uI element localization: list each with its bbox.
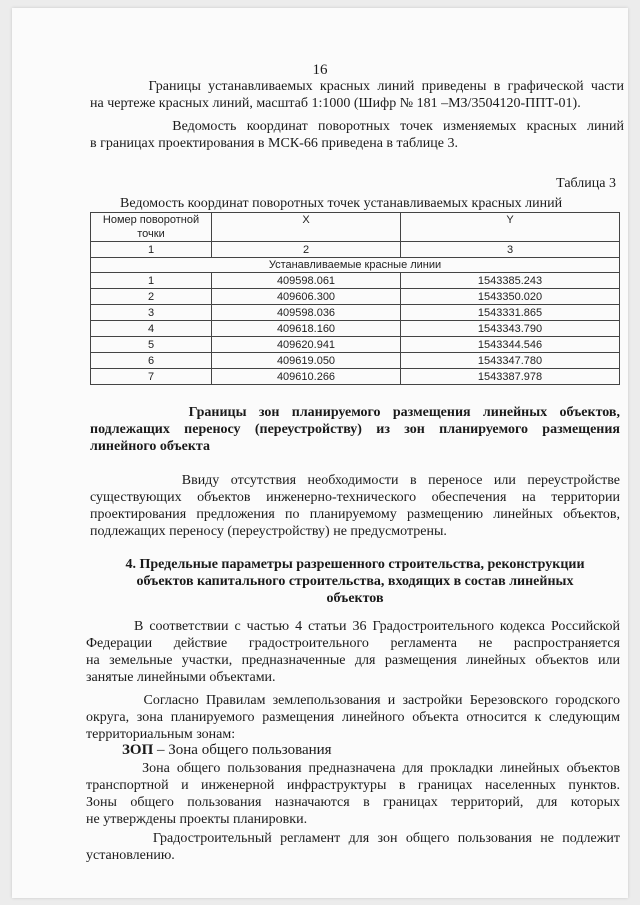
section-heading-relocation-zones <box>90 404 620 455</box>
y-cell: 1543343.790 <box>401 321 620 337</box>
table-row <box>91 369 620 385</box>
heading-line: подлежащих переносу (переустройству) из зон планируемого размещения <box>90 422 620 437</box>
coordinates-table <box>90 212 620 385</box>
text-line: занятые линейными объектами. <box>86 670 276 685</box>
text-line: установлению. <box>86 848 175 863</box>
zone-code: ЗОП <box>122 742 154 758</box>
heading-line: объектов <box>326 591 384 606</box>
table-title: Ведомость координат поворотных точек устанавливаемых красных линий <box>120 196 563 211</box>
zone-name: – Зона общего пользования <box>153 742 332 758</box>
heading-line: объектов капитального строительства, входящих в состав линейных <box>136 574 574 589</box>
text-line: на земельные участки, предназначенные для размещения линейных объектов или <box>86 653 620 668</box>
table-header-row <box>91 213 620 242</box>
point-number-cell: 5 <box>91 337 212 353</box>
table-group-row <box>91 258 620 273</box>
table-row <box>91 305 620 321</box>
paragraph-coordinates-statement <box>90 118 624 152</box>
x-cell: 409620.941 <box>212 337 401 353</box>
text-line: подлежащих переносу (переустройству) не предусмотрены. <box>90 524 447 539</box>
y-cell: 1543344.546 <box>401 337 620 353</box>
text-line: В соответствии с частью 4 статьи 36 Градостроительного кодекса Российской <box>86 619 620 634</box>
point-number-cell: 4 <box>91 321 212 337</box>
point-number-cell: 3 <box>91 305 212 321</box>
table-label: Таблица 3 <box>556 176 616 191</box>
heading-line: 4. Предельные параметры разрешенного строительства, реконструкции <box>125 557 585 572</box>
y-cell: 1543385.243 <box>401 273 620 289</box>
table-row <box>91 321 620 337</box>
text-line: округа, зона планируемого размещения линейного объекта относится к следующим <box>86 710 620 725</box>
y-cell: 1543347.780 <box>401 353 620 369</box>
table-row <box>91 353 620 369</box>
text-line: Согласно Правилам землепользования и застройки Березовского городского <box>86 693 620 708</box>
zone-definition <box>122 742 332 759</box>
table-row <box>91 337 620 353</box>
text-line: Зона общего пользования предназначена для прокладки линейных объектов <box>86 761 620 776</box>
x-cell: 409619.050 <box>212 353 401 369</box>
group-label: Устанавливаемые красные линии <box>91 258 620 273</box>
point-number-cell: 2 <box>91 289 212 305</box>
x-cell: 409598.036 <box>212 305 401 321</box>
table-row <box>91 273 620 289</box>
text-line: Ввиду отсутствия необходимости в переносе или переустройстве <box>90 473 620 488</box>
paragraph-urban-code <box>86 618 620 686</box>
point-number-cell: 6 <box>91 353 212 369</box>
index-cell: 3 <box>401 242 620 258</box>
heading-line: линейного объекта <box>90 439 210 454</box>
text-line: транспортной и инженерной инфраструктуры в границах населенных пунктов. <box>86 778 620 793</box>
y-cell: 1543350.020 <box>401 289 620 305</box>
text-line: проектирования предложения по планируемому размещению линейных объектов, <box>90 507 620 522</box>
text-line: Зоны общего пользования назначаются в границах территорий, для которых <box>86 795 620 810</box>
paragraph-red-lines-boundaries <box>90 78 624 112</box>
header-x: X <box>212 213 401 242</box>
text-line: в границах проектирования в МСК-66 приведена в таблице 3. <box>90 136 458 151</box>
document-page <box>12 8 628 898</box>
index-cell: 1 <box>91 242 212 258</box>
heading-line: Границы зон планируемого размещения линейных объектов, <box>90 405 620 420</box>
x-cell: 409606.300 <box>212 289 401 305</box>
text-line: на чертеже красных линий, масштаб 1:1000 (Шифр № 181 –МЗ/3504120-ППТ-01). <box>90 96 581 111</box>
x-cell: 409618.160 <box>212 321 401 337</box>
table-row <box>91 289 620 305</box>
section-heading-construction-parameters <box>90 556 620 607</box>
paragraph-no-relocation <box>90 472 620 540</box>
text-line: не утверждены проекты планировки. <box>86 812 308 827</box>
text-line: существующих объектов инженерно-технического обеспечения на территории <box>90 490 620 505</box>
text-line: Градостроительный регламент для зон общего пользования не подлежит <box>86 831 620 846</box>
x-cell: 409610.266 <box>212 369 401 385</box>
paragraph-land-use-rules <box>86 692 620 743</box>
header-y: Y <box>401 213 620 242</box>
point-number-cell: 1 <box>91 273 212 289</box>
table-index-row <box>91 242 620 258</box>
y-cell: 1543387.978 <box>401 369 620 385</box>
text-line: Границы устанавливаемых красных линий приведены в графической части <box>90 79 624 94</box>
x-cell: 409598.061 <box>212 273 401 289</box>
header-point-number: Номер поворотной точки <box>91 213 212 242</box>
point-number-cell: 7 <box>91 369 212 385</box>
y-cell: 1543331.865 <box>401 305 620 321</box>
paragraph-regulation-not-set <box>86 830 620 864</box>
text-line: территориальным зонам: <box>86 727 236 742</box>
text-line: Ведомость координат поворотных точек изменяемых красных линий <box>90 119 624 134</box>
index-cell: 2 <box>212 242 401 258</box>
paragraph-zone-purpose <box>86 760 620 828</box>
text-line: Федерации действие градостроительного регламента не распространяется <box>86 636 620 651</box>
page-number: 16 <box>312 62 328 78</box>
